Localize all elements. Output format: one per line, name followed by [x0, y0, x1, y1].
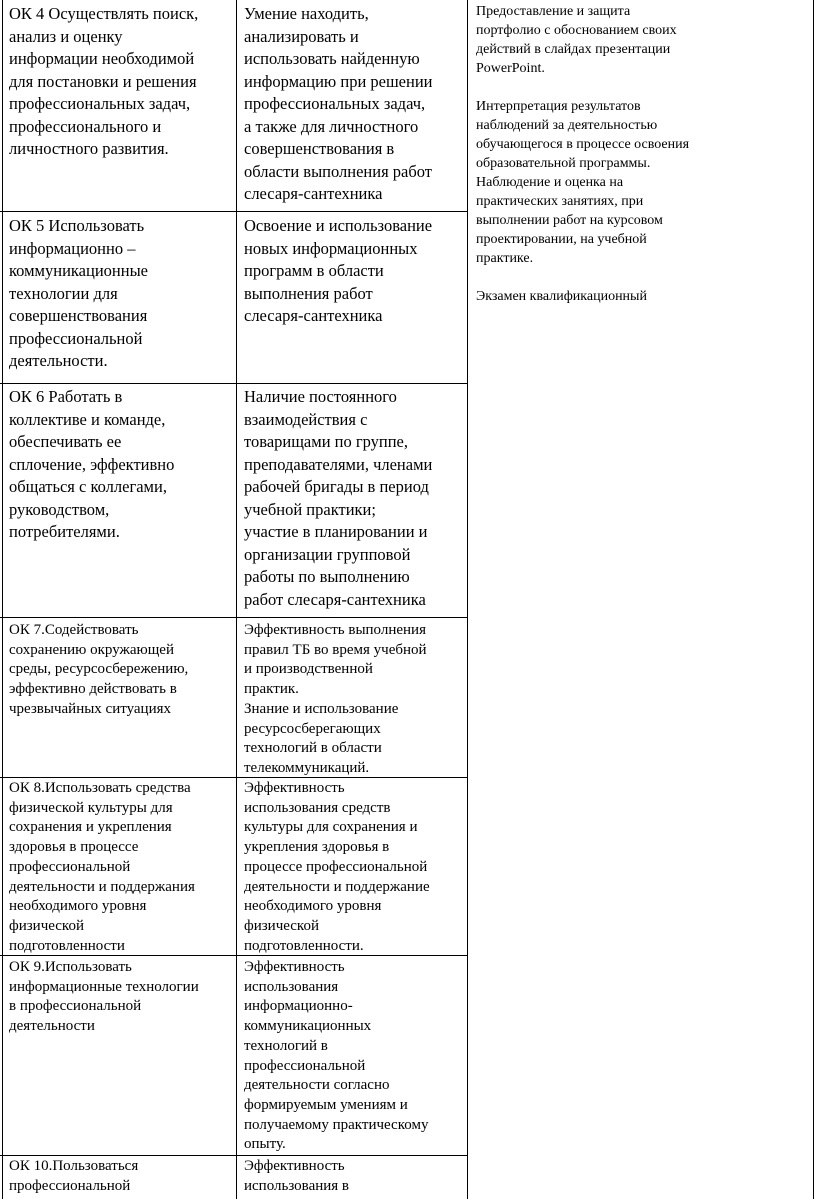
competence-ok6: ОК 6 Работать в коллективе и команде, обеспечивать ее сплочение, эффективно общаться с коллегами, руководством, потребителями. — [9, 387, 175, 541]
column-divider-1 — [236, 0, 237, 1199]
competence-ok4: ОК 4 Осуществлять поиск, анализ и оценку информации необходимой для постановки и решения профессиональных задач, профессионального и личностного развития. — [9, 4, 199, 158]
indicator-ok5: Освоение и использование новых информационных программ в области выполнения работ слесаря-сантехника — [244, 216, 433, 325]
row-divider — [0, 383, 467, 384]
indicator-ok8: Эффективность использования средств культуры для сохранения и укрепления здоровья в процессе профессиональной деятельности и поддержание необходимого уровня физической подготовленности. — [244, 780, 430, 954]
competence-ok5: ОК 5 Использовать информационно – коммуникационные технологии для совершенствования профессиональной деятельности. — [9, 216, 148, 370]
competence-ok7: ОК 7.Содействовать сохранению окружающей среды, ресурсосбережению, эффективно действовать в чрезвычайных ситуациях — [9, 622, 189, 717]
table-border-left — [2, 0, 3, 1199]
row-divider — [0, 211, 467, 212]
indicator-ok9: Эффективность использования информационно- коммуникационных технологий в профессиональной деятельности согласно формируемым умениям и получаемому практическому опыту. — [244, 959, 429, 1153]
row-divider — [0, 617, 467, 618]
assessment-methods: Предоставление и защита портфолио с обоснованием своих действий в слайдах презентации PowerPoint. Интерпретация результатов наблюдений за деятельностью обучающегося в процессе освоения образовательной программы. Наблюдение и оценка на практических занятиях, при выполнении работ на курсовом проектировании, на учебной практике. Экзамен квалификационный — [476, 4, 690, 304]
column-divider-2 — [467, 0, 468, 1199]
table-border-right — [813, 0, 814, 1199]
competence-ok10: ОК 10.Пользоваться профессиональной — [9, 1158, 139, 1194]
competence-ok9: ОК 9.Использовать информационные технологии в профессиональной деятельности — [9, 959, 199, 1035]
competence-ok8: ОК 8.Использовать средства физической культуры для сохранения и укрепления здоровья в процессе профессиональной деятельности и поддержания необходимого уровня физической подготовленности — [9, 780, 195, 954]
indicator-ok4: Умение находить, анализировать и использовать найденную информацию при решении профессиональных задач, а также для личностного совершенствования в области выполнения работ слесаря-сантехника — [244, 4, 433, 203]
indicator-ok7: Эффективность выполнения правил ТБ во время учебной и производственной практик. Знание и использование ресурсосберегающих технологий в области телекоммуникаций. — [244, 622, 427, 776]
indicator-ok6: Наличие постоянного взаимодействия с товарищами по группе, преподавателями, членами рабочей бригады в период учебной практики; участие в планировании и организации групповой работы по выполнению работ слесаря-сантехника — [244, 387, 433, 609]
indicator-ok10: Эффективность использования в — [244, 1158, 350, 1194]
row-divider — [0, 1155, 467, 1156]
